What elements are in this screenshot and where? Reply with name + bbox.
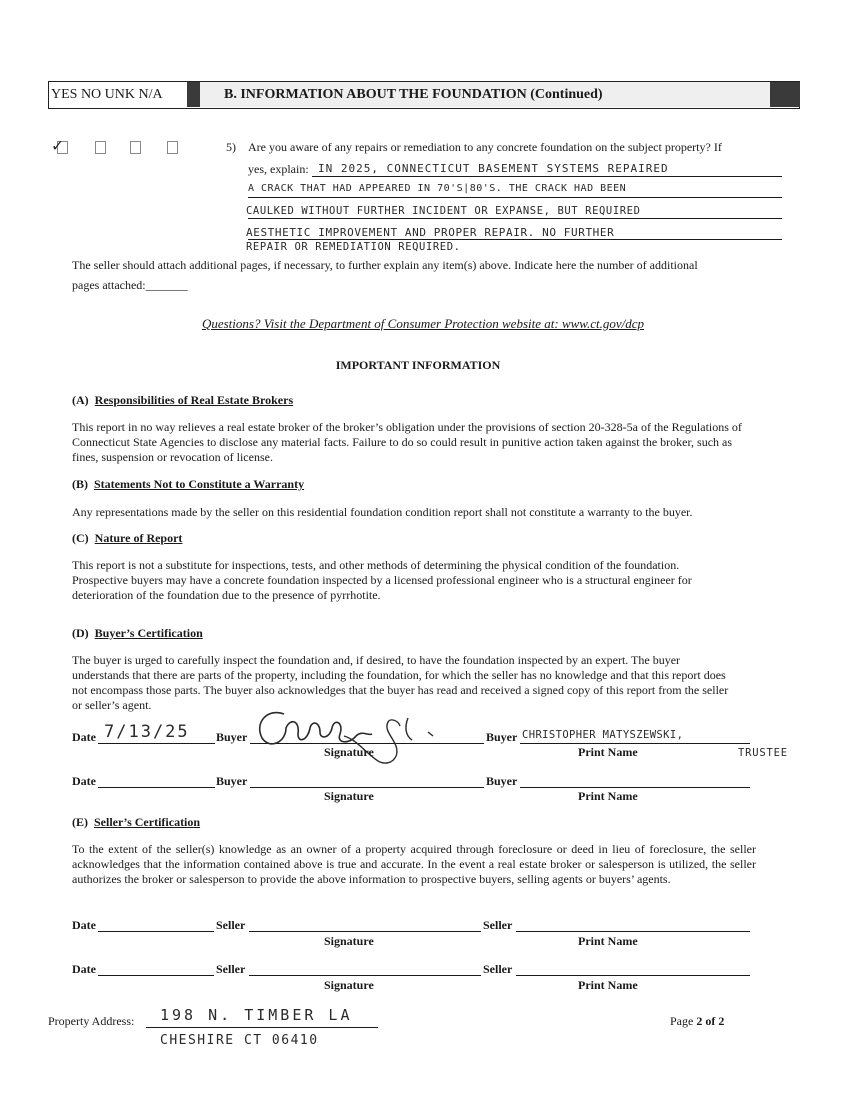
seller-print-name-2-line[interactable] <box>516 975 750 976</box>
checkbox-no[interactable] <box>95 141 106 154</box>
section-e-text: To the extent of the seller(s) knowledge as an owner of a property acquired through foreclosure or deed in lieu of foreclosure, the seller acknowledges that the information contained above is true and accurate. In the event a real estate broker or salesperson is utilized, the seller authorizes the broker or salesperson to provide the above information to prospective buyers, selling agents or buyers’ agents. <box>72 842 756 886</box>
signature-caption-3: Signature <box>324 934 374 948</box>
section-a-heading <box>72 393 293 408</box>
buyer-label-3: Buyer <box>216 774 248 788</box>
page-current: 2 <box>696 1014 703 1028</box>
section-b-heading <box>72 477 304 492</box>
signature-caption-2: Signature <box>324 789 374 803</box>
checkbox-na[interactable] <box>167 141 178 154</box>
buyer-print-name-1-value: CHRISTOPHER MATYSZEWSKI, <box>522 729 684 741</box>
seller-date-1-line[interactable] <box>98 931 214 932</box>
print-name-caption-4: Print Name <box>578 978 638 992</box>
signature-caption: Signature <box>324 745 374 759</box>
section-header <box>48 81 800 109</box>
section-e-heading <box>72 815 200 830</box>
additional-pages-text: The seller should attach additional pages, if necessary, to further explain any item(s) above. Indicate here the number of additional <box>72 258 698 272</box>
section-e-title: Seller’s Certification <box>94 815 201 829</box>
date-label: Date <box>72 730 96 744</box>
checkbox-yes-mark: ✓ <box>52 135 63 156</box>
seller-label-3: Seller <box>216 962 246 976</box>
question-text: Are you aware of any repairs or remediation to any concrete foundation on the subject property? If <box>248 140 722 154</box>
section-d-title: Buyer’s Certification <box>94 626 203 640</box>
section-a-letter: (A) <box>72 393 89 407</box>
explain-line-2 <box>248 197 782 198</box>
section-c-body <box>72 558 702 603</box>
date-label-3: Date <box>72 918 96 932</box>
section-a-text: This report in no way relieves a real estate broker of the broker’s obligation under the provisions of section 20-328-5a of the Regulations of Connecticut State Agencies to disclose any material facts. Failure to do so could result in punitive action taken against the broker, such as fines, suspension or revocation of license. <box>72 420 742 464</box>
section-d-heading <box>72 626 203 641</box>
buyer-label: Buyer <box>216 730 248 744</box>
section-b-letter: (B) <box>72 477 88 491</box>
page-number <box>670 1014 724 1029</box>
handwritten-line-4: AESTHETIC IMPROVEMENT AND PROPER REPAIR. NO FURTHER <box>246 226 615 239</box>
handwritten-line-5: REPAIR OR REMEDIATION REQUIRED. <box>246 241 461 253</box>
explain-line-1 <box>312 176 782 177</box>
handwritten-line-2: A CRACK THAT HAD APPEARED IN 70'S|80'S. THE CRACK HAD BEEN <box>248 183 627 194</box>
answer-columns-header: YES NO UNK N/A <box>51 87 163 102</box>
section-c-letter: (C) <box>72 531 89 545</box>
explain-line-4 <box>248 239 782 240</box>
print-name-caption: Print Name <box>578 745 638 759</box>
buyer-signature-2-line[interactable] <box>250 787 484 788</box>
page-suffix: of 2 <box>702 1014 725 1028</box>
section-e-letter: (E) <box>72 815 88 829</box>
property-address-label: Property Address: <box>48 1014 135 1028</box>
buyer-label-2: Buyer <box>486 730 518 744</box>
print-name-caption-3: Print Name <box>578 934 638 948</box>
buyer-date-1-line[interactable] <box>98 743 215 744</box>
header-end-block <box>770 82 800 107</box>
section-d-text: The buyer is urged to carefully inspect the foundation and, if desired, to have the foundation inspected by an expert. The buyer understands that there are parts of the property, including the foundation, for which the seller has no knowledge and that this report does not encompass those parts. The buyer also acknowledges that the buyer has read and received a signed copy of this report from the seller or seller’s agent. <box>72 653 729 712</box>
explain-line-3 <box>248 218 782 219</box>
section-b-title: Statements Not to Constitute a Warranty <box>94 477 305 491</box>
seller-print-name-1-line[interactable] <box>516 931 750 932</box>
question-number: 5) <box>226 140 236 154</box>
section-c-title: Nature of Report <box>94 531 183 545</box>
section-e-body <box>72 842 756 887</box>
header-divider <box>187 82 200 107</box>
seller-label-4: Seller <box>483 962 513 976</box>
seller-label-2: Seller <box>483 918 513 932</box>
section-d-letter: (D) <box>72 626 89 640</box>
property-address-line[interactable] <box>146 1027 378 1028</box>
buyer-trustee-value: TRUSTEE <box>738 747 788 759</box>
date-label-2: Date <box>72 774 96 788</box>
buyer-date-1-value: 7/13/25 <box>104 722 190 742</box>
section-title: B. INFORMATION ABOUT THE FOUNDATION (Continued) <box>200 82 794 107</box>
important-info-heading: IMPORTANT INFORMATION <box>335 358 501 372</box>
property-address-value-2: CHESHIRE CT 06410 <box>160 1033 319 1048</box>
page-prefix: Page <box>670 1014 697 1028</box>
seller-signature-1-line[interactable] <box>249 931 481 932</box>
section-a-body <box>72 420 752 465</box>
section-b-text: Any representations made by the seller on this residential foundation condition report shall not constitute a warranty to the buyer. <box>72 505 693 519</box>
buyer-label-4: Buyer <box>486 774 518 788</box>
buyer-print-name-1-line[interactable] <box>520 743 750 744</box>
property-address-value-1: 198 N. TIMBER LA <box>160 1006 353 1024</box>
section-c-heading <box>72 531 182 546</box>
handwritten-line-1: IN 2025, CONNECTICUT BASEMENT SYSTEMS REPAIRED <box>318 162 669 175</box>
explain-label: yes, explain: <box>248 162 309 176</box>
signature-caption-4: Signature <box>324 978 374 992</box>
dcp-website-link[interactable]: Questions? Visit the Department of Consumer Protection website at: www.ct.gov/dcp <box>201 316 645 331</box>
section-c-text: This report is not a substitute for inspections, tests, and other methods of determining the physical condition of the foundation. Prospective buyers may have a concrete foundation inspected by a licensed professional engineer who is a structural engineer for deterioration of the foundation due to the presence of pyrrhotite. <box>72 558 692 602</box>
seller-label: Seller <box>216 918 246 932</box>
pages-attached-field[interactable]: pages attached:_______ <box>72 278 188 292</box>
seller-date-2-line[interactable] <box>98 975 214 976</box>
handwritten-line-3: CAULKED WITHOUT FURTHER INCIDENT OR EXPANSE, BUT REQUIRED <box>246 205 641 217</box>
buyer-date-2-line[interactable] <box>98 787 215 788</box>
print-name-caption-2: Print Name <box>578 789 638 803</box>
seller-signature-2-line[interactable] <box>249 975 481 976</box>
buyer-print-name-2-line[interactable] <box>520 787 750 788</box>
checkbox-unk[interactable] <box>130 141 141 154</box>
date-label-4: Date <box>72 962 96 976</box>
section-a-title: Responsibilities of Real Estate Brokers <box>94 393 294 407</box>
